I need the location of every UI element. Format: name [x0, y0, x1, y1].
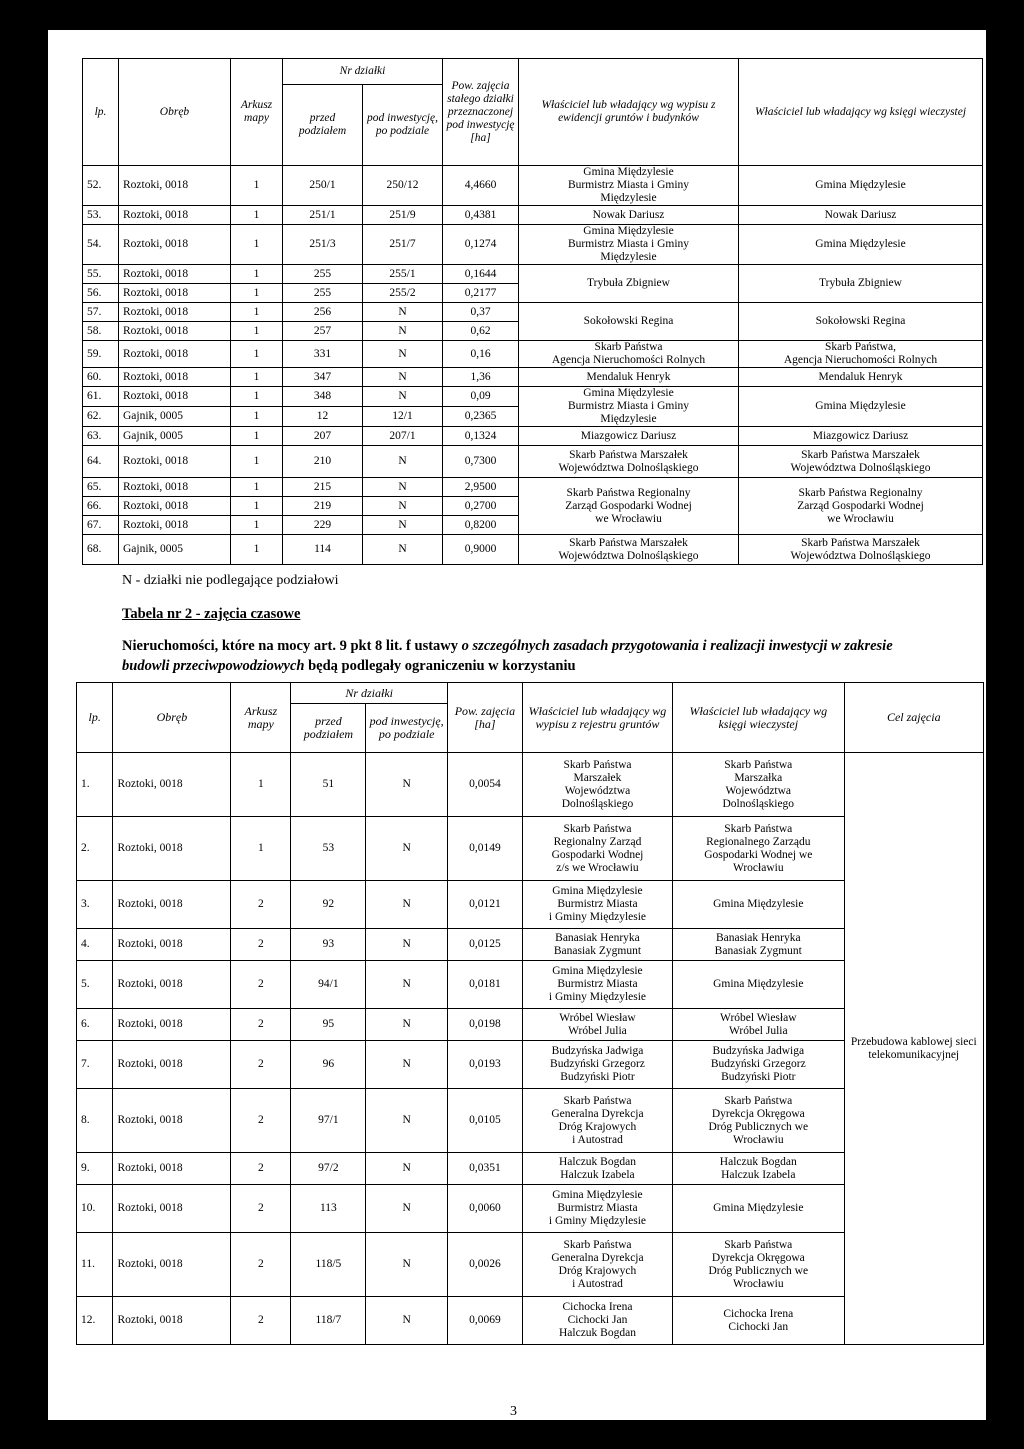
col-wlasciciel-kw: Właściciel lub władający wg księgi wieczystej [739, 59, 983, 166]
cell-wlasciciel-ewid: Gmina Międzylesie Burmistrz Miasta i Gminy Międzylesie [519, 387, 739, 427]
cell-pow: 0,4381 [443, 206, 519, 225]
section-title: Tabela nr 2 - zajęcia czasowe [122, 606, 301, 622]
cell-wlasciciel-kw: Skarb Państwa Dyrekcja Okręgowa Dróg Publicznych we Wrocławiu [673, 1233, 845, 1297]
col2-pow: Pow. zajęcia [ha] [447, 683, 522, 753]
cell-przed: 95 [291, 1009, 366, 1041]
cell-obreb: Roztoki, 0018 [119, 265, 231, 284]
cell-pow: 0,09 [443, 387, 519, 407]
cell-lp: 10. [77, 1185, 113, 1233]
cell-przed: 255 [283, 265, 363, 284]
cell-wlasciciel-kw: Mendaluk Henryk [739, 368, 983, 387]
cell-pow: 0,1644 [443, 265, 519, 284]
cell-lp: 55. [83, 265, 119, 284]
cell-lp: 3. [77, 881, 113, 929]
cell-lp: 61. [83, 387, 119, 407]
cell-przed: 347 [283, 368, 363, 387]
cell-wlasciciel-ewid: Trybuła Zbigniew [519, 265, 739, 303]
cell-przed: 51 [291, 753, 366, 817]
cell-po: 12/1 [363, 407, 443, 427]
cell-obreb: Roztoki, 0018 [119, 303, 231, 322]
cell-obreb: Roztoki, 0018 [113, 929, 231, 961]
cell-pow: 0,37 [443, 303, 519, 322]
cell-pow: 0,0125 [447, 929, 522, 961]
cell-wlasciciel-ewid: Banasiak Henryka Banasiak Zygmunt [522, 929, 672, 961]
cell-wlasciciel-ewid: Skarb Państwa Agencja Nieruchomości Rolnych [519, 341, 739, 368]
col2-nr-dzialki: Nr działki [291, 683, 448, 704]
cell-wlasciciel-ewid: Mendaluk Henryk [519, 368, 739, 387]
table-row [83, 265, 983, 284]
cell-przed: 93 [291, 929, 366, 961]
cell-obreb: Gajnik, 0005 [119, 427, 231, 446]
cell-wlasciciel-kw: Gmina Międzylesie [739, 225, 983, 265]
col-arkusz: Arkusz mapy [231, 59, 283, 166]
cell-obreb: Roztoki, 0018 [113, 1297, 231, 1345]
cell-wlasciciel-kw: Nowak Dariusz [739, 206, 983, 225]
col2-wlasciciel-kw: Właściciel lub władający wg księgi wieczystej [673, 683, 845, 753]
cell-przed: 251/3 [283, 225, 363, 265]
cell-po: N [366, 929, 447, 961]
cell-pow: 0,0193 [447, 1041, 522, 1089]
cell-po: 251/7 [363, 225, 443, 265]
cell-arkusz: 1 [231, 368, 283, 387]
cell-przed: 215 [283, 478, 363, 497]
cell-pow: 0,7300 [443, 446, 519, 478]
table-permanent-occupation [82, 58, 983, 565]
cell-lp: 68. [83, 535, 119, 565]
cell-obreb: Roztoki, 0018 [119, 166, 231, 206]
cell-lp: 9. [77, 1153, 113, 1185]
cell-lp: 54. [83, 225, 119, 265]
legend-note: N - działki nie podlegające podziałowi [122, 573, 339, 588]
cell-wlasciciel-kw: Halczuk Bogdan Halczuk Izabela [673, 1153, 845, 1185]
cell-lp: 59. [83, 341, 119, 368]
cell-wlasciciel-kw: Cichocka Irena Cichocki Jan [673, 1297, 845, 1345]
cell-obreb: Roztoki, 0018 [113, 881, 231, 929]
cell-wlasciciel-kw: Skarb Państwa Marszałka Województwa Dolnośląskiego [673, 753, 845, 817]
cell-wlasciciel-ewid: Skarb Państwa Regionalny Zarząd Gospodarki Wodnej we Wrocławiu [519, 478, 739, 535]
cell-przed: 219 [283, 497, 363, 516]
cell-wlasciciel-ewid: Skarb Państwa Generalna Dyrekcja Dróg Krajowych i Autostrad [522, 1233, 672, 1297]
cell-wlasciciel-kw: Skarb Państwa Marszałek Województwa Dolnośląskiego [739, 446, 983, 478]
table-row [83, 166, 983, 206]
cell-wlasciciel-ewid: Skarb Państwa Marszałek Województwa Dolnośląskiego [519, 535, 739, 565]
paragraph-text-2: będą podlegały ograniczeniu w korzystaniu [304, 658, 576, 674]
cell-przed: 118/5 [291, 1233, 366, 1297]
cell-wlasciciel-kw: Skarb Państwa, Agencja Nieruchomości Rolnych [739, 341, 983, 368]
cell-przed: 113 [291, 1185, 366, 1233]
cell-lp: 67. [83, 516, 119, 535]
cell-obreb: Roztoki, 0018 [113, 1153, 231, 1185]
cell-po: N [366, 1089, 447, 1153]
cell-obreb: Roztoki, 0018 [113, 1233, 231, 1297]
col-po: pod inwestycję, po podziale [363, 85, 443, 166]
cell-po: N [366, 753, 447, 817]
cell-lp: 60. [83, 368, 119, 387]
cell-po: N [366, 1233, 447, 1297]
cell-pow: 0,9000 [443, 535, 519, 565]
cell-pow: 1,36 [443, 368, 519, 387]
table-row [83, 225, 983, 265]
cell-wlasciciel-kw: Sokołowski Regina [739, 303, 983, 341]
cell-lp: 58. [83, 322, 119, 341]
cell-arkusz: 2 [231, 881, 291, 929]
col2-cel: Cel zajęcia [844, 683, 983, 753]
cell-przed: 97/2 [291, 1153, 366, 1185]
cell-przed: 96 [291, 1041, 366, 1089]
cell-arkusz: 1 [231, 265, 283, 284]
cell-wlasciciel-kw: Gmina Międzylesie [739, 166, 983, 206]
cell-pow: 0,0198 [447, 1009, 522, 1041]
cell-przed: 229 [283, 516, 363, 535]
cell-przed: 257 [283, 322, 363, 341]
cell-obreb: Roztoki, 0018 [119, 225, 231, 265]
cell-obreb: Roztoki, 0018 [119, 284, 231, 303]
col-nr-dzialki: Nr działki [283, 59, 443, 85]
cell-lp: 2. [77, 817, 113, 881]
cell-arkusz: 2 [231, 1153, 291, 1185]
cell-przed: 207 [283, 427, 363, 446]
cell-pow: 0,2177 [443, 284, 519, 303]
cell-pow: 0,2700 [443, 497, 519, 516]
cell-po: N [366, 1297, 447, 1345]
cell-arkusz: 1 [231, 225, 283, 265]
cell-przed: 97/1 [291, 1089, 366, 1153]
cell-po: N [363, 535, 443, 565]
cell-lp: 11. [77, 1233, 113, 1297]
cell-lp: 6. [77, 1009, 113, 1041]
cell-po: 255/1 [363, 265, 443, 284]
cell-obreb: Roztoki, 0018 [113, 961, 231, 1009]
cell-obreb: Roztoki, 0018 [119, 478, 231, 497]
cell-obreb: Roztoki, 0018 [113, 1009, 231, 1041]
cell-arkusz: 1 [231, 303, 283, 322]
cell-przed: 256 [283, 303, 363, 322]
cell-po: N [366, 1185, 447, 1233]
cell-pow: 0,1274 [443, 225, 519, 265]
cell-wlasciciel-ewid: Miazgowicz Dariusz [519, 427, 739, 446]
cell-lp: 66. [83, 497, 119, 516]
cell-po: N [366, 1009, 447, 1041]
cell-arkusz: 1 [231, 322, 283, 341]
cell-przed: 251/1 [283, 206, 363, 225]
cell-pow: 0,0054 [447, 753, 522, 817]
cell-wlasciciel-ewid: Budzyńska Jadwiga Budzyński Grzegorz Budzyński Piotr [522, 1041, 672, 1089]
cell-arkusz: 1 [231, 166, 283, 206]
cell-obreb: Gajnik, 0005 [119, 407, 231, 427]
cell-wlasciciel-ewid: Gmina Międzylesie Burmistrz Miasta i Gminy Międzylesie [522, 881, 672, 929]
cell-wlasciciel-ewid: Gmina Międzylesie Burmistrz Miasta i Gminy Międzylesie [519, 166, 739, 206]
cell-arkusz: 1 [231, 817, 291, 881]
cell-obreb: Roztoki, 0018 [113, 1041, 231, 1089]
cell-przed: 331 [283, 341, 363, 368]
cell-po: N [363, 387, 443, 407]
cell-po: 250/12 [363, 166, 443, 206]
cell-pow: 4,4660 [443, 166, 519, 206]
cell-arkusz: 1 [231, 206, 283, 225]
col2-przed: przed podziałem [291, 704, 366, 753]
cell-wlasciciel-kw: Wróbel Wiesław Wróbel Julia [673, 1009, 845, 1041]
cell-arkusz: 2 [231, 929, 291, 961]
col-wlasciciel-ewid: Właściciel lub władający wg wypisu z ewidencji gruntów i budynków [519, 59, 739, 166]
cell-wlasciciel-ewid: Skarb Państwa Marszałek Województwa Dolnośląskiego [519, 446, 739, 478]
cell-lp: 7. [77, 1041, 113, 1089]
table-row [83, 368, 983, 387]
cell-lp: 12. [77, 1297, 113, 1345]
section-paragraph [122, 636, 922, 676]
cell-lp: 4. [77, 929, 113, 961]
cell-obreb: Roztoki, 0018 [119, 322, 231, 341]
cell-obreb: Roztoki, 0018 [119, 341, 231, 368]
paragraph-text-1: Nieruchomości, które na mocy art. 9 pkt 8 lit. f ustawy [122, 638, 462, 654]
table-row [83, 478, 983, 497]
cell-lp: 63. [83, 427, 119, 446]
table-row [83, 535, 983, 565]
col2-lp: lp. [77, 683, 113, 753]
cell-pow: 0,16 [443, 341, 519, 368]
cell-po: N [363, 303, 443, 322]
cell-obreb: Roztoki, 0018 [119, 516, 231, 535]
cell-pow: 2,9500 [443, 478, 519, 497]
table-row [83, 206, 983, 225]
cell-arkusz: 1 [231, 446, 283, 478]
cell-wlasciciel-ewid: Gmina Międzylesie Burmistrz Miasta i Gminy Międzylesie [522, 961, 672, 1009]
cell-lp: 64. [83, 446, 119, 478]
cell-arkusz: 1 [231, 516, 283, 535]
cell-po: N [366, 1041, 447, 1089]
cell-przed: 94/1 [291, 961, 366, 1009]
document-page [48, 30, 986, 1420]
table-row [83, 387, 983, 407]
col2-wlasciciel-ewid: Właściciel lub władający wg wypisu z rejestru gruntów [522, 683, 672, 753]
cell-pow: 0,0351 [447, 1153, 522, 1185]
cell-wlasciciel-kw: Banasiak Henryka Banasiak Zygmunt [673, 929, 845, 961]
cell-pow: 0,8200 [443, 516, 519, 535]
cell-pow: 0,0121 [447, 881, 522, 929]
table-temporary-occupation [76, 682, 984, 1345]
table-row [83, 303, 983, 322]
cell-lp: 56. [83, 284, 119, 303]
cell-pow: 0,0026 [447, 1233, 522, 1297]
cell-przed: 92 [291, 881, 366, 929]
cell-wlasciciel-kw: Trybuła Zbigniew [739, 265, 983, 303]
col2-po: pod inwestycję, po podziale [366, 704, 447, 753]
cell-przed: 114 [283, 535, 363, 565]
cell-wlasciciel-kw: Miazgowicz Dariusz [739, 427, 983, 446]
cell-obreb: Roztoki, 0018 [113, 817, 231, 881]
cell-arkusz: 1 [231, 497, 283, 516]
table-row [77, 753, 984, 817]
cell-po: N [363, 478, 443, 497]
cell-arkusz: 2 [231, 1297, 291, 1345]
cell-wlasciciel-kw: Gmina Międzylesie [673, 961, 845, 1009]
col-przed: przed podziałem [283, 85, 363, 166]
cell-wlasciciel-ewid: Wróbel Wiesław Wróbel Julia [522, 1009, 672, 1041]
cell-wlasciciel-ewid: Skarb Państwa Generalna Dyrekcja Dróg Krajowych i Autostrad [522, 1089, 672, 1153]
cell-po: 255/2 [363, 284, 443, 303]
cell-arkusz: 1 [231, 284, 283, 303]
cell-lp: 8. [77, 1089, 113, 1153]
page-number: 3 [510, 1404, 517, 1419]
cell-pow: 0,0069 [447, 1297, 522, 1345]
cell-obreb: Roztoki, 0018 [113, 753, 231, 817]
cell-wlasciciel-ewid: Skarb Państwa Marszałek Województwa Dolnośląskiego [522, 753, 672, 817]
cell-po: N [366, 881, 447, 929]
cell-arkusz: 2 [231, 1041, 291, 1089]
cell-arkusz: 2 [231, 1233, 291, 1297]
cell-wlasciciel-ewid: Halczuk Bogdan Halczuk Izabela [522, 1153, 672, 1185]
cell-po: N [366, 817, 447, 881]
cell-pow: 0,2365 [443, 407, 519, 427]
cell-arkusz: 1 [231, 478, 283, 497]
cell-arkusz: 1 [231, 427, 283, 446]
cell-obreb: Roztoki, 0018 [119, 497, 231, 516]
cell-wlasciciel-ewid: Sokołowski Regina [519, 303, 739, 341]
cell-wlasciciel-ewid: Gmina Międzylesie Burmistrz Miasta i Gminy Międzylesie [522, 1185, 672, 1233]
cell-pow: 0,1324 [443, 427, 519, 446]
table-row [83, 446, 983, 478]
cell-pow: 0,0105 [447, 1089, 522, 1153]
cell-po: N [363, 341, 443, 368]
cell-po: 207/1 [363, 427, 443, 446]
cell-po: N [363, 368, 443, 387]
cell-przed: 250/1 [283, 166, 363, 206]
cell-wlasciciel-ewid: Skarb Państwa Regionalny Zarząd Gospodarki Wodnej z/s we Wrocławiu [522, 817, 672, 881]
cell-po: N [363, 516, 443, 535]
cell-przed: 53 [291, 817, 366, 881]
cell-wlasciciel-kw: Gmina Międzylesie [673, 881, 845, 929]
cell-wlasciciel-kw: Skarb Państwa Regionalny Zarząd Gospodarki Wodnej we Wrocławiu [739, 478, 983, 535]
cell-lp: 62. [83, 407, 119, 427]
cell-lp: 1. [77, 753, 113, 817]
cell-obreb: Roztoki, 0018 [119, 368, 231, 387]
col-obreb: Obręb [119, 59, 231, 166]
col-pow: Pow. zajęcia stałego działki przeznaczonej pod inwestycję [ha] [443, 59, 519, 166]
cell-pow: 0,0181 [447, 961, 522, 1009]
cell-po: N [366, 961, 447, 1009]
cell-pow: 0,0060 [447, 1185, 522, 1233]
cell-obreb: Roztoki, 0018 [113, 1185, 231, 1233]
cell-lp: 5. [77, 961, 113, 1009]
cell-obreb: Roztoki, 0018 [119, 446, 231, 478]
cell-lp: 57. [83, 303, 119, 322]
cell-cel: Przebudowa kablowej sieci telekomunikacyjnej [844, 753, 983, 1345]
col2-arkusz: Arkusz mapy [231, 683, 291, 753]
cell-wlasciciel-kw: Skarb Państwa Dyrekcja Okręgowa Dróg Publicznych we Wrocławiu [673, 1089, 845, 1153]
cell-po: N [363, 322, 443, 341]
cell-po: 251/9 [363, 206, 443, 225]
cell-wlasciciel-ewid: Gmina Międzylesie Burmistrz Miasta i Gminy Międzylesie [519, 225, 739, 265]
cell-przed: 12 [283, 407, 363, 427]
cell-obreb: Roztoki, 0018 [119, 206, 231, 225]
table-row [83, 427, 983, 446]
cell-arkusz: 2 [231, 961, 291, 1009]
cell-arkusz: 1 [231, 387, 283, 407]
cell-arkusz: 2 [231, 1185, 291, 1233]
cell-arkusz: 2 [231, 1089, 291, 1153]
cell-arkusz: 1 [231, 407, 283, 427]
cell-arkusz: 1 [231, 535, 283, 565]
cell-przed: 348 [283, 387, 363, 407]
cell-wlasciciel-kw: Budzyńska Jadwiga Budzyński Grzegorz Budzyński Piotr [673, 1041, 845, 1089]
cell-arkusz: 1 [231, 753, 291, 817]
cell-wlasciciel-kw: Gmina Międzylesie [673, 1185, 845, 1233]
cell-po: N [363, 497, 443, 516]
cell-arkusz: 1 [231, 341, 283, 368]
cell-pow: 0,62 [443, 322, 519, 341]
cell-obreb: Gajnik, 0005 [119, 535, 231, 565]
cell-lp: 53. [83, 206, 119, 225]
cell-obreb: Roztoki, 0018 [113, 1089, 231, 1153]
cell-przed: 118/7 [291, 1297, 366, 1345]
col-lp: lp. [83, 59, 119, 166]
cell-wlasciciel-kw: Gmina Międzylesie [739, 387, 983, 427]
cell-wlasciciel-ewid: Cichocka Irena Cichocki Jan Halczuk Bogdan [522, 1297, 672, 1345]
cell-arkusz: 2 [231, 1009, 291, 1041]
cell-po: N [363, 446, 443, 478]
paragraph-italic: o szczególnych zasadach przygotowania i realizacji inwestycji w zakresie budowli przeciwpowodziowych [122, 638, 893, 674]
table-row [83, 341, 983, 368]
cell-lp: 65. [83, 478, 119, 497]
cell-przed: 210 [283, 446, 363, 478]
cell-wlasciciel-ewid: Nowak Dariusz [519, 206, 739, 225]
col2-obreb: Obręb [113, 683, 231, 753]
cell-przed: 255 [283, 284, 363, 303]
cell-wlasciciel-kw: Skarb Państwa Regionalnego Zarządu Gospodarki Wodnej we Wrocławiu [673, 817, 845, 881]
cell-lp: 52. [83, 166, 119, 206]
cell-pow: 0,0149 [447, 817, 522, 881]
cell-po: N [366, 1153, 447, 1185]
cell-wlasciciel-kw: Skarb Państwa Marszałek Województwa Dolnośląskiego [739, 535, 983, 565]
cell-obreb: Roztoki, 0018 [119, 387, 231, 407]
